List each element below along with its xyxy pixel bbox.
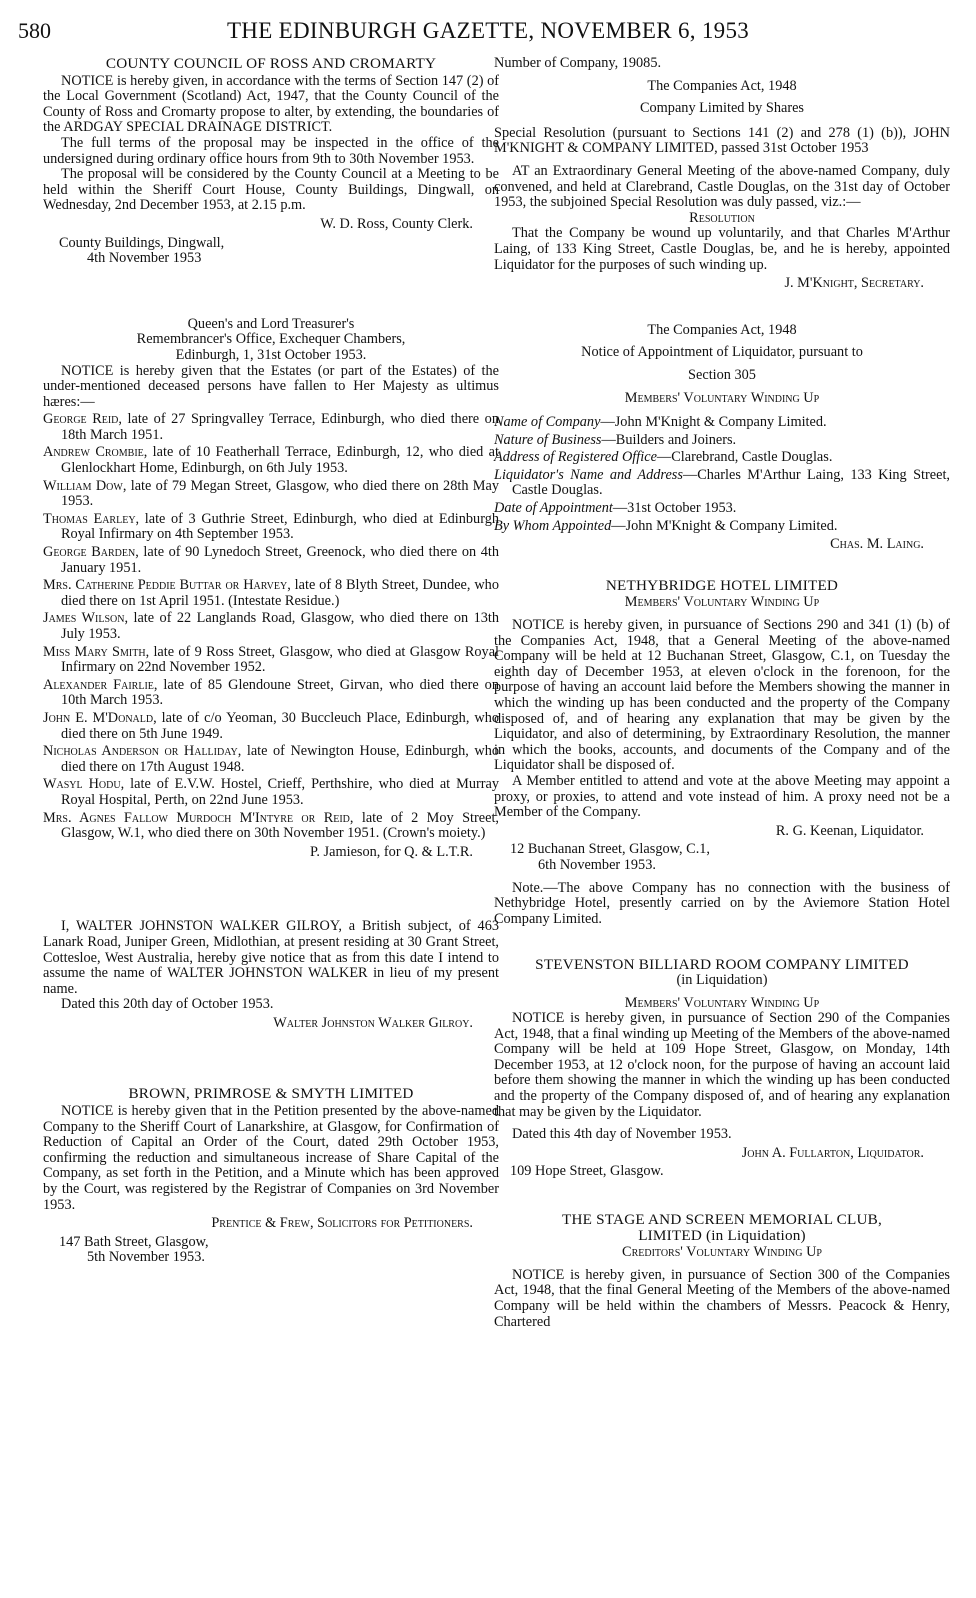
date-line: 5th November 1953. <box>87 1249 205 1266</box>
signature: Chas. M. Laing. <box>830 536 924 553</box>
notice-paragraph: NOTICE is hereby given, in accordance with the terms of Section 147 (2) of the Local Government (Scotland) Act, 1947, that the County Council of the County of Ross and Cromarty propose to alter, by extending, the boundaries of the ARDGAY SPECIAL DRAINAGE DISTRICT. <box>43 72 499 136</box>
notice-heading: BROWN, PRIMROSE & SMYTH LIMITED <box>128 1085 414 1103</box>
note-paragraph: Note.—The above Company has no connection with the business of Nethybridge Hotel, presently carried on by the Aviemore Station Hotel Company Limited. <box>494 879 950 927</box>
deceased-name: John E. M'Donald <box>43 709 154 726</box>
winding-up-type: Members' Voluntary Winding Up <box>624 994 820 1011</box>
entry-details: , late of 8 Blyth Street, Dundee, who died there on 1st April 1951. (Intestate Residue.) <box>61 577 499 609</box>
signature: W. D. Ross, County Clerk. <box>320 215 473 232</box>
estate-entry <box>43 811 499 842</box>
page-number: 580 <box>18 18 51 43</box>
detail-row <box>494 415 950 431</box>
gazette-title: THE EDINBURGH GAZETTE, NOVEMBER 6, 1953 <box>226 18 750 43</box>
detail-value: —John M'Knight & Company Limited. <box>611 517 838 534</box>
notice-line: Notice of Appointment of Liquidator, pursuant to <box>581 344 863 361</box>
detail-row <box>494 450 950 466</box>
detail-row <box>494 501 950 517</box>
liquidator-details <box>494 415 950 534</box>
notice-paragraph: NOTICE is hereby given, in pursuance of Section 300 of the Companies Act, 1948, that the final General Meeting of the Members of the above-named Company will be held within the chambers of Messrs. Peacock & Henry, Chartered <box>494 1266 950 1330</box>
detail-value: —John M'Knight & Company Limited. <box>600 414 827 431</box>
notice-paragraph: NOTICE is hereby given that the Estates (or part of the Estates) of the under-mentioned deceased persons have fallen to Her Majesty as ultimus hæres:— <box>43 362 499 410</box>
winding-up-type: Members' Voluntary Winding Up <box>624 389 820 406</box>
signature: J. M'Knight, Secretary. <box>784 275 924 292</box>
entry-details: , late of 79 Megan Street, Glasgow, who died there on 28th May 1953. <box>61 477 500 510</box>
estate-entry <box>43 711 499 742</box>
detail-label: Nature of Business <box>494 431 602 448</box>
right-column <box>494 56 950 1330</box>
deceased-name: Andrew Crombie <box>43 444 144 461</box>
date-line: 4th November 1953 <box>87 250 202 267</box>
notice-paragraph: NOTICE is hereby given, in pursuance of Section 290 of the Companies Act, 1948, that a final winding up Meeting of the Members of the above-named Company will be held at 109 Hope Street, Glasgow, on Monday, 14th December 1953, at 12 o'clock noon, for the purpose of having an account laid before them showing the manner in which the winding up has been conducted and the property of the Company disposed of, and of hearing any explanation that may be given by the Liquidator. <box>494 1010 950 1120</box>
deceased-name: Nicholas Anderson or Halliday <box>43 743 238 760</box>
estate-entry <box>43 545 499 576</box>
office-line: Edinburgh, 1, 31st October 1953. <box>175 346 367 363</box>
notice-paragraph: I, WALTER JOHNSTON WALKER GILROY, a British subject, of 463 Lanark Road, Juniper Green, Midlothian, at present residing at 30 Grant Street, Cottesloe, West Australia, hereby give notice that as from this date I intend to assume the name of WALTER JOHNSTON WALKER in lieu of my present name. <box>43 918 499 997</box>
deceased-name: Wasyl Hodu <box>43 776 121 793</box>
entry-details: , late of 9 Ross Street, Glasgow, who died at Glasgow Royal Infirmary on 22nd November 1952. <box>61 643 500 676</box>
notice-mknight-resolution <box>494 56 950 292</box>
entry-details: , late of 27 Springvalley Terrace, Edinburgh, who died there on 18th March 1951. <box>61 411 499 443</box>
notice-stevenston <box>494 957 950 1180</box>
estate-entry <box>43 479 499 510</box>
notice-ultimus-haeres <box>43 317 499 861</box>
office-line: Queen's and Lord Treasurer's <box>187 315 355 332</box>
entry-details: , late of 2 Moy Street, Glasgow, W.1, who died there on 30th November 1951. (Crown's moiety.) <box>61 809 499 842</box>
detail-label: Date of Appointment <box>494 500 613 517</box>
special-resolution-line: Special Resolution (pursuant to Sections 141 (2) and 278 (1) (b)), JOHN M'KNIGHT & COMPANY LIMITED, passed 31st October 1953 <box>494 124 950 157</box>
detail-row <box>494 468 950 499</box>
entry-details: , late of 85 Glendoune Street, Girvan, who died there on 10th March 1953. <box>61 676 499 709</box>
notice-paragraph: AT an Extraordinary General Meeting of the above-named Company, duly convened, and held at Clarebrand, Castle Douglas, on the 31st day of October 1953, the subjoined Special Resolution was duly passed, viz.:— <box>494 162 950 211</box>
estate-entry <box>43 578 499 609</box>
notice-heading: COUNTY COUNCIL OF ROSS AND CROMARTY <box>105 55 437 72</box>
notice-brown-primrose <box>43 1086 499 1266</box>
notice-subheading: (in Liquidation) <box>676 971 768 988</box>
detail-value: —Charles M'Arthur Laing, 133 King Street, Castle Douglas. <box>512 466 950 499</box>
detail-row <box>494 519 950 535</box>
detail-label: By Whom Appointed <box>494 517 612 534</box>
address-line: 12 Buchanan Street, Glasgow, C.1, <box>510 841 710 858</box>
notice-line: Section 305 <box>688 366 756 383</box>
act-line: The Companies Act, 1948 <box>647 77 797 94</box>
estate-entry <box>43 611 499 642</box>
notice-heading: LIMITED (in Liquidation) <box>638 1226 806 1244</box>
deceased-name: George Reid <box>43 411 119 428</box>
date-line: 6th November 1953. <box>538 856 656 873</box>
estate-entry <box>43 678 499 709</box>
notice-paragraph: NOTICE is hereby given, in pursuance of Sections 290 and 341 (1) (b) of the Companies Act, 1948, that a General Meeting of the above-named Company will be held at 12 Buchanan Street, Glasgow, C.1, on Tuesday the eighth day of December 1953, at eleven o'clock in the forenoon, for the purpose of having an account laid before the Members showing the manner in which the winding up has been conducted and the property of the Company disposed of, and of hearing any explanation that may be given by the Liquidator, and also of determining, by Extraordinary Resolution, the manner in which the books, accounts, and documents of the Company and of the Liquidator shall be disposed of. <box>494 617 950 774</box>
estate-entry <box>43 645 499 676</box>
deceased-name: Mrs. Agnes Fallow Murdoch M'Intyre or Reid <box>43 809 350 826</box>
resolution-heading: Resolution <box>689 209 755 226</box>
deceased-name: Miss Mary Smith <box>43 643 146 660</box>
deceased-name: George Barden <box>43 544 136 561</box>
deceased-name: Thomas Earley <box>43 510 136 527</box>
estate-entry <box>43 744 499 775</box>
notice-mknight-liquidator <box>494 323 950 553</box>
detail-label: Address of Registered Office <box>494 449 657 466</box>
notice-paragraph: The proposal will be considered by the County Council at a Meeting to be held within the Sheriff Court House, County Buildings, Dingwall, on Wednesday, 2nd December 1953, at 2.15 p.m. <box>43 166 499 214</box>
detail-value: —Builders and Joiners. <box>601 431 737 448</box>
notice-ross-cromarty <box>43 56 499 267</box>
signature: Walter Johnston Walker Gilroy. <box>273 1014 473 1031</box>
entry-details: , late of 22 Langlands Road, Glasgow, who died there on 13th July 1953. <box>61 610 499 642</box>
notice-paragraph: The full terms of the proposal may be inspected in the office of the undersigned during ordinary office hours from 9th to 30th November 1953. <box>43 134 499 167</box>
estate-entry <box>43 777 499 808</box>
notice-heading: STEVENSTON BILLIARD ROOM COMPANY LIMITED <box>535 956 909 974</box>
detail-label: Liquidator's Name and Address <box>494 466 683 483</box>
estate-entry <box>43 512 499 543</box>
entry-details: , late of 3 Guthrie Street, Edinburgh, who died at Edinburgh Royal Infirmary on 4th September 1953. <box>61 510 499 543</box>
winding-up-type: Creditors' Voluntary Winding Up <box>622 1244 822 1261</box>
left-column <box>43 56 499 1266</box>
signature: Prentice & Frew, Solicitors for Petitioners. <box>211 1215 473 1232</box>
entry-details: , late of E.V.W. Hostel, Crieff, Perthshire, who died at Murray Royal Hospital, Perth, on 22nd June 1953. <box>61 776 500 808</box>
deceased-name: William Dow <box>43 477 123 494</box>
resolution-text: That the Company be wound up voluntarily, and that Charles M'Arthur Laing, of 133 King Street, Castle Douglas, be, and he is hereby, appointed Liquidator for the purposes of such winding up. <box>494 225 950 273</box>
page-header <box>18 10 958 50</box>
notice-nethybridge <box>494 578 950 927</box>
address-line: County Buildings, Dingwall, <box>59 234 225 251</box>
detail-label: Name of Company <box>494 414 601 431</box>
office-line: Remembrancer's Office, Exchequer Chambers, <box>136 331 406 348</box>
act-line: The Companies Act, 1948 <box>647 321 797 338</box>
detail-value: —31st October 1953. <box>612 500 737 517</box>
estate-entry <box>43 412 499 443</box>
signature: R. G. Keenan, Liquidator. <box>775 822 924 839</box>
estate-list <box>43 412 499 841</box>
entry-details: , late of c/o Yeoman, 30 Buccleuch Place, Edinburgh, who died there on 5th June 1949. <box>61 709 500 742</box>
company-number: Number of Company, 19085. <box>494 55 662 71</box>
address-line: 147 Bath Street, Glasgow, <box>59 1233 209 1250</box>
signature: P. Jamieson, for Q. & L.T.R. <box>310 843 473 860</box>
notice-paragraph: NOTICE is hereby given that in the Petition presented by the above-named Company to the Sheriff Court of Lanarkshire, at Glasgow, for Confirmation of Reduction of Capital an Order of the Court, dated 29th October 1953, confirming the reduction and simultaneous increase of Share Capital of the Company, as set forth in the Petition, and a Minute which has been approved by the Court, was registered by the Registrar of Companies on 3rd November 1953. <box>43 1103 499 1213</box>
winding-up-type: Members' Voluntary Winding Up <box>624 594 820 611</box>
deceased-name: Alexander Fairlie <box>43 676 154 693</box>
limited-line: Company Limited by Shares <box>640 100 804 117</box>
estate-entry <box>43 445 499 476</box>
notice-heading: NETHYBRIDGE HOTEL LIMITED <box>605 576 839 594</box>
notice-heading: THE STAGE AND SCREEN MEMORIAL CLUB, <box>562 1211 882 1229</box>
dated-line: Dated this 4th day of November 1953. <box>512 1126 732 1143</box>
notice-stage-screen <box>494 1212 950 1330</box>
signature: John A. Fullarton, Liquidator. <box>741 1144 924 1161</box>
dated-line: Dated this 20th day of October 1953. <box>61 996 274 1013</box>
entry-details: , late of Newington House, Edinburgh, who died there on 17th August 1948. <box>61 743 499 775</box>
deceased-name: James Wilson <box>43 610 125 627</box>
detail-value: —Clarebrand, Castle Douglas. <box>656 449 833 466</box>
address-line: 109 Hope Street, Glasgow. <box>510 1163 664 1180</box>
detail-row <box>494 433 950 449</box>
notice-paragraph: A Member entitled to attend and vote at the above Meeting may appoint a proxy, or proxies, to attend and vote instead of him. A proxy need not be a Member of the Company. <box>494 772 950 821</box>
entry-details: , late of 90 Lynedoch Street, Greenock, who died there on 4th January 1951. <box>61 544 499 576</box>
entry-details: , late of 10 Featherhall Terrace, Edinburgh, 12, who died at Glenlockhart Home, Edinburgh, on 6th July 1953. <box>61 444 499 477</box>
deceased-name: Mrs. Catherine Peddie Buttar or Harvey <box>43 577 288 594</box>
notice-change-of-name <box>43 919 499 1031</box>
